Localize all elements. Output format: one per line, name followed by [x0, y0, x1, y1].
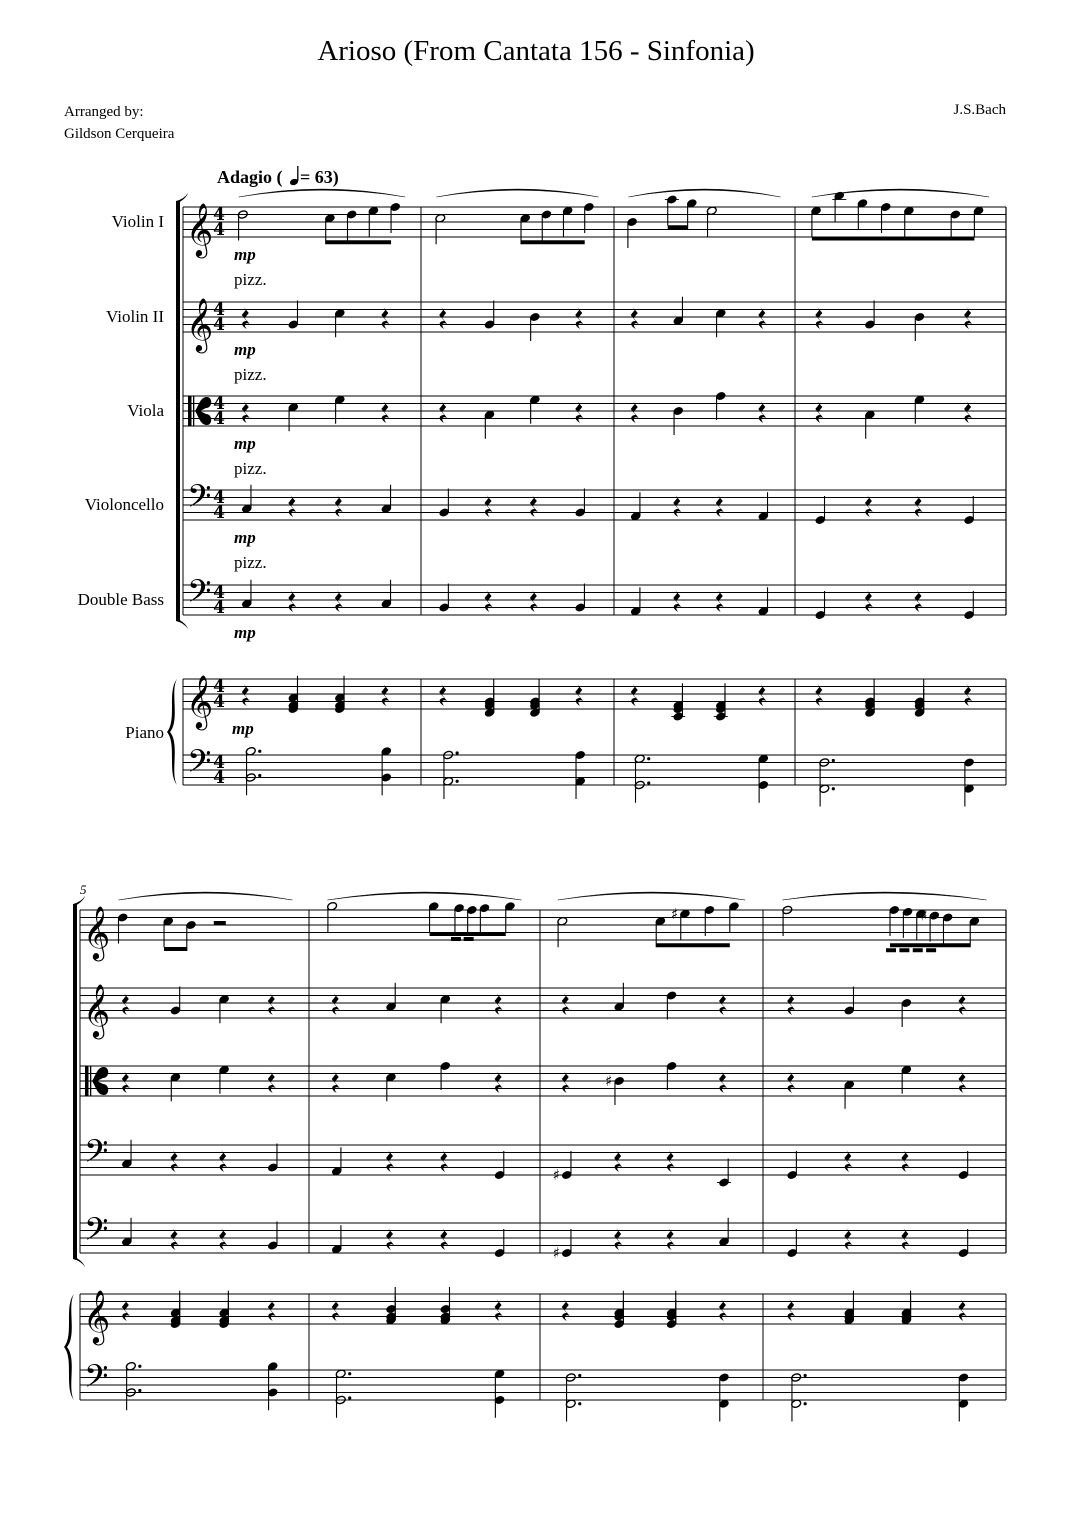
staff-violin-ii — [183, 297, 1006, 353]
violin1-measure — [117, 892, 292, 951]
technique-marking: pizz. — [234, 365, 267, 384]
composer-name: J.S.Bach — [953, 102, 1006, 118]
dynamic-marking-piano: mp — [232, 719, 254, 738]
svg-text:𝄢: 𝄢 — [187, 573, 212, 617]
system-1 — [78, 189, 1006, 807]
piano-bass-measure — [565, 1373, 729, 1422]
svg-text:𝄞: 𝄞 — [83, 1289, 111, 1343]
staff-piano-bass — [80, 1358, 1006, 1402]
instrument-label: Violoncello — [84, 495, 164, 514]
svg-text:𝄞: 𝄞 — [83, 983, 111, 1037]
instrument-label: Violin I — [111, 212, 164, 231]
svg-text:𝄞: 𝄞 — [186, 674, 214, 728]
svg-text:𝄞: 𝄞 — [83, 905, 111, 959]
svg-text:4: 4 — [213, 677, 225, 697]
svg-text:♯: ♯ — [552, 1244, 561, 1262]
instrument-label-piano: Piano — [125, 723, 164, 742]
svg-text:4: 4 — [213, 753, 225, 773]
svg-text:4: 4 — [213, 503, 225, 523]
viola-measure — [631, 391, 767, 435]
staff-violin-ii — [80, 983, 1006, 1039]
svg-text:4: 4 — [213, 488, 225, 508]
svg-text:♯: ♯ — [920, 906, 928, 925]
piano-bass-measure — [819, 758, 975, 807]
bass-measure — [553, 1218, 730, 1262]
svg-text:𝄢: 𝄢 — [84, 1358, 109, 1402]
instrument-label: Double Bass — [77, 590, 164, 609]
violin1-measure — [237, 189, 405, 244]
svg-text:♯: ♯ — [552, 1166, 561, 1184]
svg-text:𝄞: 𝄞 — [186, 202, 214, 256]
svg-text:𝄢: 𝄢 — [187, 743, 212, 787]
svg-text:4: 4 — [213, 583, 225, 603]
svg-text:𝄞: 𝄞 — [186, 297, 214, 351]
staff-piano-treble — [80, 1289, 1006, 1345]
violin1-measure — [327, 892, 522, 939]
violin1-measure — [627, 189, 781, 248]
staff-piano-bass — [183, 743, 1006, 788]
violin2-measure — [815, 301, 972, 342]
tempo-label: Adagio ( — [217, 167, 283, 187]
staff-viola — [80, 1066, 1006, 1096]
viola-measure — [439, 395, 583, 439]
technique-marking: pizz. — [234, 553, 267, 572]
music-notation — [64, 189, 1006, 1422]
tempo-marking — [217, 166, 339, 188]
staff-violoncello — [80, 1133, 1006, 1177]
piano-bass-measure — [245, 746, 392, 795]
piano-treble-measure — [439, 680, 583, 718]
piano-treble-measure — [562, 1291, 727, 1329]
svg-text:4: 4 — [213, 598, 225, 618]
svg-text:4: 4 — [213, 205, 225, 225]
cello-measure — [553, 1150, 731, 1187]
instrument-label: Viola — [127, 401, 164, 420]
svg-text:4: 4 — [213, 220, 225, 240]
bass-measure — [439, 584, 586, 613]
arranger-label: Arranged by: — [64, 104, 144, 120]
staff-piano-treble — [183, 674, 1006, 730]
piano-treble-measure — [631, 683, 767, 721]
technique-marking: pizz. — [234, 270, 267, 289]
dynamic-marking: mp — [234, 340, 256, 359]
svg-text:4: 4 — [213, 394, 225, 414]
svg-text:4: 4 — [213, 692, 225, 712]
piano-bass-measure — [634, 754, 769, 803]
quarter-note-icon — [289, 166, 299, 186]
piano-bass-measure — [335, 1369, 505, 1418]
viola-measure — [787, 1065, 966, 1109]
violin2-measure — [787, 987, 966, 1028]
piano-treble-measure — [815, 680, 972, 718]
svg-text:4: 4 — [213, 315, 225, 335]
viola-measure — [562, 1061, 727, 1105]
violin1-measure — [435, 189, 599, 244]
staff-violoncello — [183, 478, 1006, 523]
dynamic-marking: mp — [234, 623, 256, 642]
svg-text:4: 4 — [213, 768, 225, 788]
measure-number: 5 — [80, 882, 87, 897]
viola-measure — [815, 395, 972, 439]
svg-text:4: 4 — [213, 409, 225, 429]
piano-treble-measure — [242, 676, 390, 714]
piano-bass-measure — [443, 750, 586, 799]
cello-measure — [630, 492, 769, 521]
svg-text:♯: ♯ — [670, 904, 679, 923]
svg-text:𝄢: 𝄢 — [187, 478, 212, 522]
staff-double-bass — [80, 1211, 1006, 1255]
arranger-name: Gildson Cerqueira — [64, 126, 175, 142]
violin1-measure — [782, 892, 987, 950]
violin1-measure — [557, 892, 745, 947]
instrument-label: Violin II — [106, 307, 164, 326]
cello-measure — [439, 489, 586, 518]
system-2 — [64, 882, 1006, 1422]
svg-text:♯: ♯ — [605, 1072, 613, 1090]
technique-marking: pizz. — [234, 459, 267, 478]
dynamic-marking: mp — [234, 434, 256, 453]
bass-measure — [630, 587, 769, 616]
dynamic-marking: mp — [234, 528, 256, 547]
piano-treble-measure — [332, 1287, 503, 1325]
staff-violin-i — [183, 202, 1006, 258]
piano-treble-measure — [122, 1291, 276, 1329]
piano-treble-measure — [787, 1291, 966, 1325]
svg-text:𝄢: 𝄢 — [84, 1133, 109, 1177]
staff-double-bass — [183, 573, 1006, 618]
svg-text:4: 4 — [213, 300, 225, 320]
violin2-measure — [439, 301, 583, 342]
tempo-value: = 63) — [300, 167, 339, 187]
piano-bass-measure — [125, 1361, 278, 1410]
svg-text:𝄢: 𝄢 — [84, 1211, 109, 1255]
staff-viola — [183, 394, 1006, 429]
page-title: Arioso (From Cantata 156 - Sinfonia) — [317, 35, 755, 67]
dynamic-marking: mp — [234, 245, 256, 264]
staff-violin-i — [80, 905, 1006, 961]
piano-bass-measure — [791, 1373, 969, 1422]
